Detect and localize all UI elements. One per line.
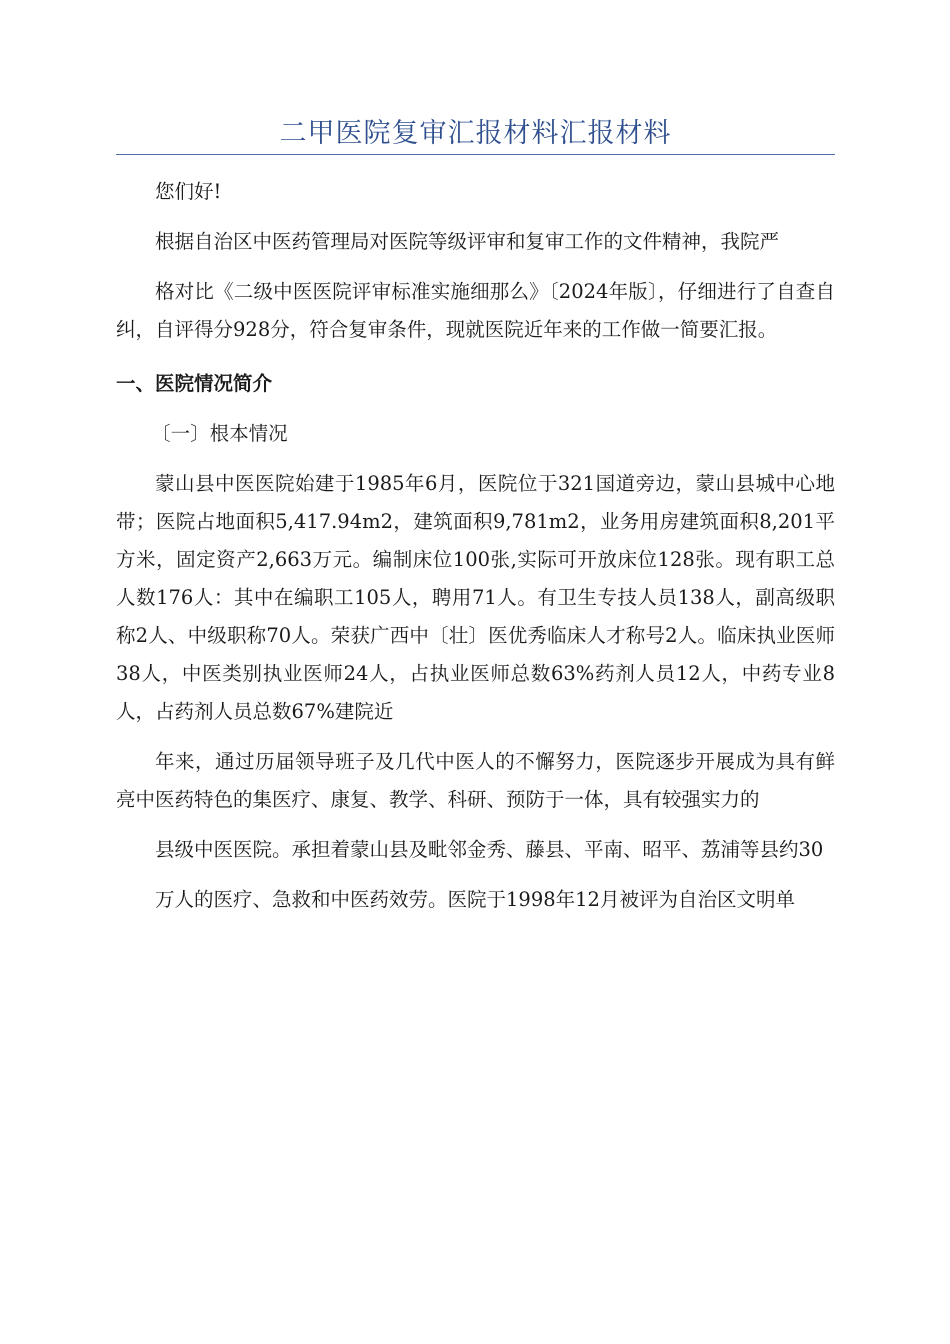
body-paragraph-3: 县级中医医院。承担着蒙山县及毗邻金秀、藤县、平南、昭平、荔浦等县约30 [155, 838, 824, 861]
greeting: 您们好! [155, 180, 222, 203]
body-paragraph-4: 万人的医疗、急救和中医药效劳。医院于1998年12月被评为自治区文明单 [155, 888, 795, 911]
intro-paragraph-2: 格对比《二级中医医院评审标准实施细那么》〔2024年版〕，仔细进行了自查自纠，自评得分928分，符合复审条件，现就医院近年来的工作做一简要汇报。 [116, 280, 835, 341]
document-title: 二甲医院复审汇报材料汇报材料 [279, 118, 672, 149]
section-heading-1: 一、医院情况简介 [116, 372, 273, 395]
body-paragraph-1: 蒙山县中医医院始建于1985年6月，医院位于321国道旁边，蒙山县城中心地带；医院占地面积5,417.94m2，建筑面积9,781m2，业务用房建筑面积8,201平方米，固定资产2,663万元。编制床位100张,实际可开放床位128张。现有职工总人数176人：其中在编职工105人，聘用71人。有卫生专技人员138人，副高级职称2人、中级职称70人。荣获广西中〔壮〕医优秀临床人才称号2人。临床执业医师38人，中医类别执业医师24人，占执业医师总数63%药剂人员12人，中药专业8人，占药剂人员总数67%建院近 [116, 472, 835, 723]
body-paragraph-2: 年来，通过历届领导班子及几代中医人的不懈努力，医院逐步开展成为具有鲜亮中医药特色的集医疗、康复、教学、科研、预防于一体，具有较强实力的 [116, 750, 835, 811]
subsection-heading-1: 〔一〕根本情况 [151, 422, 288, 445]
document-page [116, 112, 835, 931]
intro-paragraph-1: 根据自治区中医药管理局对医院等级评审和复审工作的文件精神，我院严 [155, 230, 780, 253]
